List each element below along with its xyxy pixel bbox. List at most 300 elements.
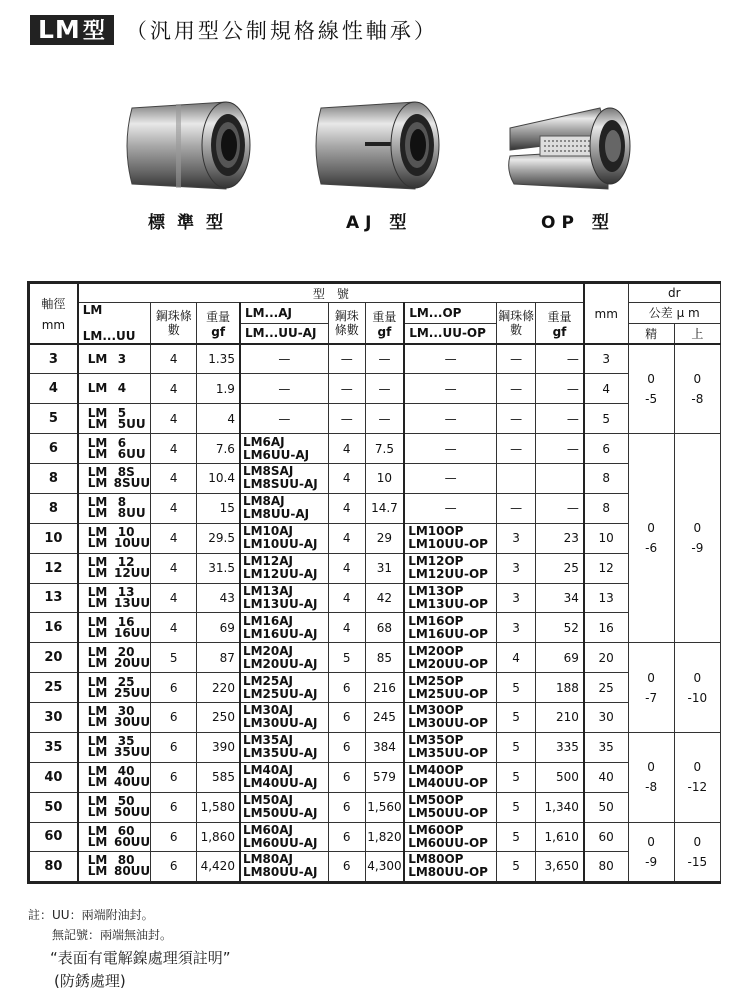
lm-prefix: LM bbox=[87, 584, 108, 599]
standard-bearing-image bbox=[118, 98, 254, 193]
aj-model bbox=[240, 464, 328, 494]
aj-model-line1: LM20AJ bbox=[242, 643, 293, 658]
lm-weight: 585 bbox=[197, 762, 240, 792]
lm-prefix: LM bbox=[87, 435, 108, 450]
dr-value: 16 bbox=[584, 613, 628, 643]
op-ball-rows: 5 bbox=[497, 852, 536, 882]
tol-fine-min: -8 bbox=[645, 780, 658, 795]
op-model-line1: LM13OP bbox=[408, 583, 464, 598]
tol-upper-max: 0 bbox=[693, 670, 702, 685]
table-row bbox=[29, 583, 721, 613]
tol-fine-header: 精 bbox=[628, 323, 674, 344]
op-model-line1: LM16OP bbox=[408, 613, 464, 628]
lm-size: 60 bbox=[117, 823, 135, 838]
op-weight: — bbox=[536, 404, 584, 434]
lmuu-size: 25UU bbox=[113, 685, 151, 700]
aj-weight: 216 bbox=[365, 673, 404, 703]
lm-prefix: LM bbox=[87, 495, 108, 510]
aj-weight: 245 bbox=[365, 703, 404, 733]
aj-weight: 1,820 bbox=[365, 822, 404, 852]
lm-model-line1 bbox=[88, 383, 150, 394]
op-ball-rows: 5 bbox=[497, 703, 536, 733]
op-model bbox=[404, 434, 496, 464]
aj-model-line2: LM13UU-AJ bbox=[242, 596, 318, 611]
aj-model bbox=[240, 404, 328, 434]
lm-prefix: LM bbox=[87, 734, 108, 749]
lm-model-line2 bbox=[88, 747, 150, 758]
lm-prefix: LM bbox=[87, 525, 108, 540]
aj-model-line2: LM25UU-AJ bbox=[242, 686, 318, 701]
lm-model bbox=[78, 344, 151, 374]
tol-fine-min: -9 bbox=[645, 854, 658, 869]
op-model-line1: LM10OP bbox=[408, 524, 464, 539]
aj-model-line2: LM12UU-AJ bbox=[242, 567, 318, 582]
table-row bbox=[29, 404, 721, 434]
tol-fine-max: 0 bbox=[647, 834, 655, 849]
lm-size: 6 bbox=[117, 435, 127, 450]
table-row bbox=[29, 344, 721, 374]
lm-weight: 15 bbox=[197, 493, 240, 523]
shaft-label: 軸徑 bbox=[41, 297, 66, 311]
lm-weight: 87 bbox=[197, 643, 240, 673]
lmuu-prefix: LM bbox=[87, 834, 108, 849]
note-nickel: “表面有電解鎳處理須註明” bbox=[50, 949, 231, 967]
lm-ball-rows: 4 bbox=[151, 374, 197, 404]
op-model bbox=[404, 792, 496, 822]
op-model bbox=[404, 553, 496, 583]
shaft-diameter: 60 bbox=[29, 822, 78, 852]
lm-prefix: LM bbox=[87, 405, 108, 420]
aj-weight: 1,560 bbox=[365, 792, 404, 822]
tol-upper-max: 0 bbox=[693, 834, 702, 849]
aj-weight: — bbox=[365, 344, 404, 374]
dr-header: dr bbox=[628, 283, 720, 303]
lm-size: 10 bbox=[117, 525, 135, 540]
aj-ball-rows: 6 bbox=[328, 822, 365, 852]
tolerance-fine bbox=[628, 434, 674, 643]
aj-model bbox=[240, 703, 328, 733]
lm-weight: 69 bbox=[197, 613, 240, 643]
op-weight bbox=[536, 464, 584, 494]
table-row bbox=[29, 822, 721, 852]
lm-model bbox=[78, 673, 151, 703]
aj-model-line1: LM13AJ bbox=[242, 583, 293, 598]
lm-model bbox=[78, 613, 151, 643]
op-ball-rows: 5 bbox=[497, 822, 536, 852]
op-model-line2: LM10UU-OP bbox=[408, 537, 488, 552]
lm-ball-rows: 6 bbox=[151, 673, 197, 703]
lm-size: 8 bbox=[117, 495, 127, 510]
op-model-line1: LM20OP bbox=[408, 643, 464, 658]
dr-value: 25 bbox=[584, 673, 628, 703]
shaft-diameter: 8 bbox=[29, 464, 78, 494]
lmuu-size: 16UU bbox=[113, 625, 151, 640]
lm-size: 4 bbox=[117, 381, 127, 396]
lmuu-prefix: LM bbox=[87, 446, 108, 461]
op-model-line1: — bbox=[444, 381, 457, 396]
aj-weight: 29 bbox=[365, 523, 404, 553]
lm-prefix: LM bbox=[87, 704, 108, 719]
shaft-diameter: 25 bbox=[29, 673, 78, 703]
aj-model bbox=[240, 822, 328, 852]
op-ball-rows: 3 bbox=[497, 523, 536, 553]
dr-value: 35 bbox=[584, 732, 628, 762]
aj-ball-rows: 6 bbox=[328, 732, 365, 762]
op-model-line1: LM12OP bbox=[408, 554, 464, 569]
lm-model-line2 bbox=[87, 834, 151, 849]
aj-model-line1: — bbox=[278, 352, 291, 367]
shaft-diameter: 3 bbox=[29, 344, 78, 374]
lm-weight: 4,420 bbox=[197, 852, 240, 882]
op-ball-rows bbox=[497, 464, 536, 494]
aj-model bbox=[240, 583, 328, 613]
tol-fine-min: -6 bbox=[645, 541, 658, 556]
op-weight-header bbox=[536, 303, 584, 345]
dr-value: 8 bbox=[584, 464, 628, 494]
op-ball-rows: 5 bbox=[497, 792, 536, 822]
op-weight: 188 bbox=[536, 673, 584, 703]
lm-prefix: LM bbox=[87, 823, 108, 838]
op-model bbox=[404, 852, 496, 882]
lm-prefix: LM bbox=[87, 794, 108, 809]
lm-size: 25 bbox=[117, 674, 135, 689]
lm-model bbox=[78, 732, 151, 762]
op-model bbox=[404, 464, 496, 494]
aj-model-line2: LM50UU-AJ bbox=[242, 806, 318, 821]
op-model-line1: LM80OP bbox=[408, 852, 464, 867]
lmuu-prefix: LM bbox=[87, 655, 108, 670]
lm-line1: LM bbox=[82, 303, 103, 317]
tol-upper-min: -12 bbox=[687, 780, 708, 795]
tol-fine-min: -7 bbox=[645, 690, 658, 705]
lm-model-line2 bbox=[88, 478, 150, 489]
op-weight: 34 bbox=[536, 583, 584, 613]
op-ball-rows: — bbox=[497, 344, 536, 374]
aj-weight: 85 bbox=[365, 643, 404, 673]
table-row bbox=[29, 464, 721, 494]
aj-model-line1: — bbox=[278, 411, 291, 426]
op-model-line2: LM60UU-OP bbox=[408, 835, 488, 850]
lm-size: 50 bbox=[117, 794, 135, 809]
note-no-mark: 無記號：兩端無油封。 bbox=[52, 928, 173, 942]
spec-table-body bbox=[29, 344, 721, 882]
lm-ball-rows: 6 bbox=[151, 703, 197, 733]
lm-weight: 4 bbox=[197, 404, 240, 434]
op-type-caption: OP 型 bbox=[541, 213, 615, 233]
lmuu-size: 12UU bbox=[113, 566, 151, 581]
aj-model-line1: LM8AJ bbox=[242, 494, 285, 509]
lmuu-prefix: LM bbox=[87, 536, 108, 551]
op-weight: — bbox=[536, 493, 584, 523]
aj-weight: — bbox=[365, 404, 404, 434]
lm-weight: 10.4 bbox=[197, 464, 240, 494]
lm-prefix: LM bbox=[87, 381, 108, 396]
op-weight: 335 bbox=[536, 732, 584, 762]
op-ball-rows: — bbox=[497, 434, 536, 464]
aj-model-line1: LM50AJ bbox=[242, 793, 293, 808]
lm-prefix: LM bbox=[87, 555, 108, 570]
shaft-diameter: 12 bbox=[29, 553, 78, 583]
aj-model bbox=[240, 643, 328, 673]
tol-upper-header: 上 bbox=[674, 323, 720, 344]
lm-ball-rows: 4 bbox=[151, 553, 197, 583]
op-model-line1: — bbox=[444, 471, 457, 486]
op-ball-rows: 4 bbox=[497, 643, 536, 673]
dr-value: 80 bbox=[584, 852, 628, 882]
lmuu-size: 5UU bbox=[117, 416, 146, 431]
aj-weight: 42 bbox=[365, 583, 404, 613]
aj-weight-label: 重量 bbox=[372, 309, 397, 324]
tolerance-upper bbox=[674, 643, 720, 733]
op-ball-rows-header: 鋼珠條數 bbox=[497, 303, 536, 345]
aj-model bbox=[240, 613, 328, 643]
op-weight: 210 bbox=[536, 703, 584, 733]
op-weight: 23 bbox=[536, 523, 584, 553]
aj-model-line1: LM12AJ bbox=[242, 554, 293, 569]
aj-weight-unit: gf bbox=[377, 324, 392, 339]
tolerance-header: 公差 μ m bbox=[628, 303, 720, 324]
aj-weight: 10 bbox=[365, 464, 404, 494]
aj-ball-rows: 6 bbox=[328, 792, 365, 822]
aj-model-line2: LM20UU-AJ bbox=[242, 656, 318, 671]
op-model bbox=[404, 822, 496, 852]
lm-model-line2 bbox=[88, 866, 150, 877]
aj-ball-rows: 4 bbox=[328, 613, 365, 643]
lm-prefix: LM bbox=[87, 465, 108, 480]
tol-fine-max: 0 bbox=[647, 521, 655, 536]
aj-ball-rows: 4 bbox=[328, 464, 365, 494]
lm-model-line2 bbox=[88, 807, 150, 818]
lm-model bbox=[78, 523, 151, 553]
aj-ball-rows: — bbox=[328, 404, 365, 434]
aj-model bbox=[240, 673, 328, 703]
lm-ball-rows: 6 bbox=[151, 792, 197, 822]
aj-model-line2: LM8UU-AJ bbox=[242, 507, 310, 522]
lm-ball-rows: 6 bbox=[151, 822, 197, 852]
op-model bbox=[404, 523, 496, 553]
op-weight: — bbox=[536, 374, 584, 404]
lm-model-header bbox=[78, 303, 151, 345]
lm-weight: 390 bbox=[197, 732, 240, 762]
dr-unit-header: mm bbox=[584, 283, 628, 345]
lm-model bbox=[78, 792, 151, 822]
aj-weight: 7.5 bbox=[365, 434, 404, 464]
aj-model-line2: LM35UU-AJ bbox=[242, 746, 318, 761]
lm-model bbox=[78, 583, 151, 613]
lm-weight: 220 bbox=[197, 673, 240, 703]
weight-label: 重量 bbox=[206, 309, 231, 324]
shaft-unit: mm bbox=[41, 318, 66, 332]
lm-model-line2 bbox=[88, 717, 150, 728]
table-row bbox=[29, 762, 721, 792]
badge-type: 型 bbox=[82, 19, 106, 44]
op-model bbox=[404, 673, 496, 703]
model-group-header: 型 號 bbox=[78, 283, 584, 303]
aj-model-line2: LM40UU-AJ bbox=[242, 776, 318, 791]
op-model-line1: — bbox=[444, 411, 457, 426]
lm-size: 20 bbox=[117, 644, 135, 659]
dr-value: 3 bbox=[584, 344, 628, 374]
dr-value: 12 bbox=[584, 553, 628, 583]
lm-model bbox=[78, 464, 151, 494]
lm-size: 8S bbox=[117, 465, 135, 480]
table-row bbox=[29, 434, 721, 464]
lm-model bbox=[78, 643, 151, 673]
lm-weight: 31.5 bbox=[197, 553, 240, 583]
op-model-line1: — bbox=[444, 501, 457, 516]
lm-size: 16 bbox=[117, 614, 135, 629]
lm-weight: 29.5 bbox=[197, 523, 240, 553]
aj-model-line2: LM16UU-AJ bbox=[242, 626, 318, 641]
tol-fine-max: 0 bbox=[647, 760, 655, 775]
aj-ball-rows: 6 bbox=[328, 762, 365, 792]
shaft-diameter: 16 bbox=[29, 613, 78, 643]
dr-value: 8 bbox=[584, 493, 628, 523]
aj-model-line2: LM60UU-AJ bbox=[242, 835, 318, 850]
lm-ball-rows: 4 bbox=[151, 344, 197, 374]
op-model bbox=[404, 732, 496, 762]
aj-weight: 579 bbox=[365, 762, 404, 792]
op-model-line1: LM35OP bbox=[408, 733, 464, 748]
aj-model bbox=[240, 762, 328, 792]
aj-model bbox=[240, 732, 328, 762]
lm-model bbox=[78, 703, 151, 733]
table-row bbox=[29, 732, 721, 762]
weight-header bbox=[197, 303, 240, 345]
lm-size: 5 bbox=[117, 405, 127, 420]
aj-model-line1: LM8SAJ bbox=[242, 464, 294, 479]
lmuu-prefix: LM bbox=[87, 685, 108, 700]
lmuu-size: 10UU bbox=[113, 536, 151, 551]
lmuu-prefix: LM bbox=[87, 595, 108, 610]
lm-weight: 1.9 bbox=[197, 374, 240, 404]
op-model-line1: — bbox=[444, 441, 457, 456]
aj-header-line1: LM...AJ bbox=[240, 303, 328, 324]
aj-ball-rows: 6 bbox=[328, 703, 365, 733]
tol-fine-min: -5 bbox=[645, 392, 658, 407]
op-model-line2: LM35UU-OP bbox=[408, 746, 488, 761]
aj-ball-rows: — bbox=[328, 374, 365, 404]
aj-model bbox=[240, 374, 328, 404]
lmuu-prefix: LM bbox=[87, 476, 108, 491]
op-model-line2: LM16UU-OP bbox=[408, 626, 488, 641]
shaft-diameter: 40 bbox=[29, 762, 78, 792]
aj-ball-rows: 5 bbox=[328, 643, 365, 673]
lm-prefix: LM bbox=[87, 764, 108, 779]
op-bearing-image bbox=[500, 98, 636, 193]
lm-model-line2 bbox=[87, 625, 151, 640]
tolerance-upper bbox=[674, 344, 720, 434]
shaft-diameter: 30 bbox=[29, 703, 78, 733]
lm-ball-rows: 4 bbox=[151, 404, 197, 434]
table-row bbox=[29, 374, 721, 404]
header-row-1 bbox=[29, 283, 721, 303]
lm-weight: 1,580 bbox=[197, 792, 240, 822]
ball-rows-header: 鋼珠條數 bbox=[151, 303, 197, 345]
op-model-line2: LM25UU-OP bbox=[408, 686, 488, 701]
shaft-diameter: 50 bbox=[29, 792, 78, 822]
lm-model-line2 bbox=[87, 595, 151, 610]
aj-ball-rows: 6 bbox=[328, 673, 365, 703]
lm-ball-rows: 4 bbox=[151, 523, 197, 553]
tolerance-fine bbox=[628, 344, 674, 434]
aj-model bbox=[240, 523, 328, 553]
shaft-diameter: 10 bbox=[29, 523, 78, 553]
lmuu-prefix: LM bbox=[87, 775, 108, 790]
lm-ball-rows: 4 bbox=[151, 493, 197, 523]
lm-model-line1 bbox=[87, 351, 150, 366]
lmuu-prefix: LM bbox=[87, 715, 108, 730]
lmuu-size: 60UU bbox=[113, 834, 151, 849]
shaft-diameter: 8 bbox=[29, 493, 78, 523]
op-model-line2: LM40UU-OP bbox=[408, 776, 488, 791]
tolerance-upper bbox=[674, 732, 720, 822]
lm-line2: LM...UU bbox=[82, 329, 136, 343]
tol-upper-min: -10 bbox=[687, 690, 708, 705]
tolerance-fine bbox=[628, 732, 674, 822]
op-ball-rows: 5 bbox=[497, 673, 536, 703]
badge-model: LM bbox=[38, 15, 81, 44]
table-row bbox=[29, 792, 721, 822]
table-row bbox=[29, 643, 721, 673]
lm-ball-rows: 5 bbox=[151, 643, 197, 673]
lmuu-prefix: LM bbox=[87, 506, 108, 521]
aj-model bbox=[240, 434, 328, 464]
tol-upper-max: 0 bbox=[693, 760, 702, 775]
aj-model-line2: LM30UU-AJ bbox=[242, 716, 318, 731]
lm-size: 40 bbox=[117, 764, 135, 779]
aj-ball-rows: — bbox=[328, 344, 365, 374]
aj-header-line2: LM...UU-AJ bbox=[240, 323, 328, 344]
op-ball-rows: 5 bbox=[497, 762, 536, 792]
aj-model bbox=[240, 553, 328, 583]
lm-ball-rows: 4 bbox=[151, 464, 197, 494]
aj-ball-rows: 4 bbox=[328, 523, 365, 553]
shaft-diameter: 5 bbox=[29, 404, 78, 434]
op-model-line2: LM50UU-OP bbox=[408, 806, 488, 821]
op-ball-rows: 3 bbox=[497, 583, 536, 613]
op-model-line1: LM40OP bbox=[408, 763, 464, 778]
op-weight-unit: gf bbox=[552, 324, 567, 339]
aj-model-line1: LM40AJ bbox=[242, 763, 293, 778]
lm-model bbox=[78, 822, 151, 852]
lmuu-size: 6UU bbox=[117, 446, 146, 461]
op-weight: 1,610 bbox=[536, 822, 584, 852]
dr-value: 20 bbox=[584, 643, 628, 673]
lm-model-line2 bbox=[87, 685, 151, 700]
lm-model bbox=[78, 553, 151, 583]
lm-model bbox=[78, 852, 151, 882]
op-model-line1: LM60OP bbox=[408, 822, 464, 837]
op-model bbox=[404, 583, 496, 613]
shaft-diameter: 13 bbox=[29, 583, 78, 613]
lmuu-size: 50UU bbox=[113, 805, 151, 820]
aj-model bbox=[240, 344, 328, 374]
aj-model-line1: LM10AJ bbox=[242, 524, 293, 539]
table-row bbox=[29, 852, 721, 882]
op-weight: 500 bbox=[536, 762, 584, 792]
lm-model-line2 bbox=[88, 508, 150, 519]
table-row bbox=[29, 613, 721, 643]
op-model bbox=[404, 374, 496, 404]
lmuu-prefix: LM bbox=[87, 805, 108, 820]
lm-model-line2 bbox=[87, 655, 151, 670]
aj-model-line1: LM30AJ bbox=[242, 703, 293, 718]
lm-model bbox=[78, 493, 151, 523]
standard-type-caption: 標準型 bbox=[148, 213, 235, 233]
aj-type-caption: AJ 型 bbox=[346, 213, 413, 233]
op-model bbox=[404, 404, 496, 434]
